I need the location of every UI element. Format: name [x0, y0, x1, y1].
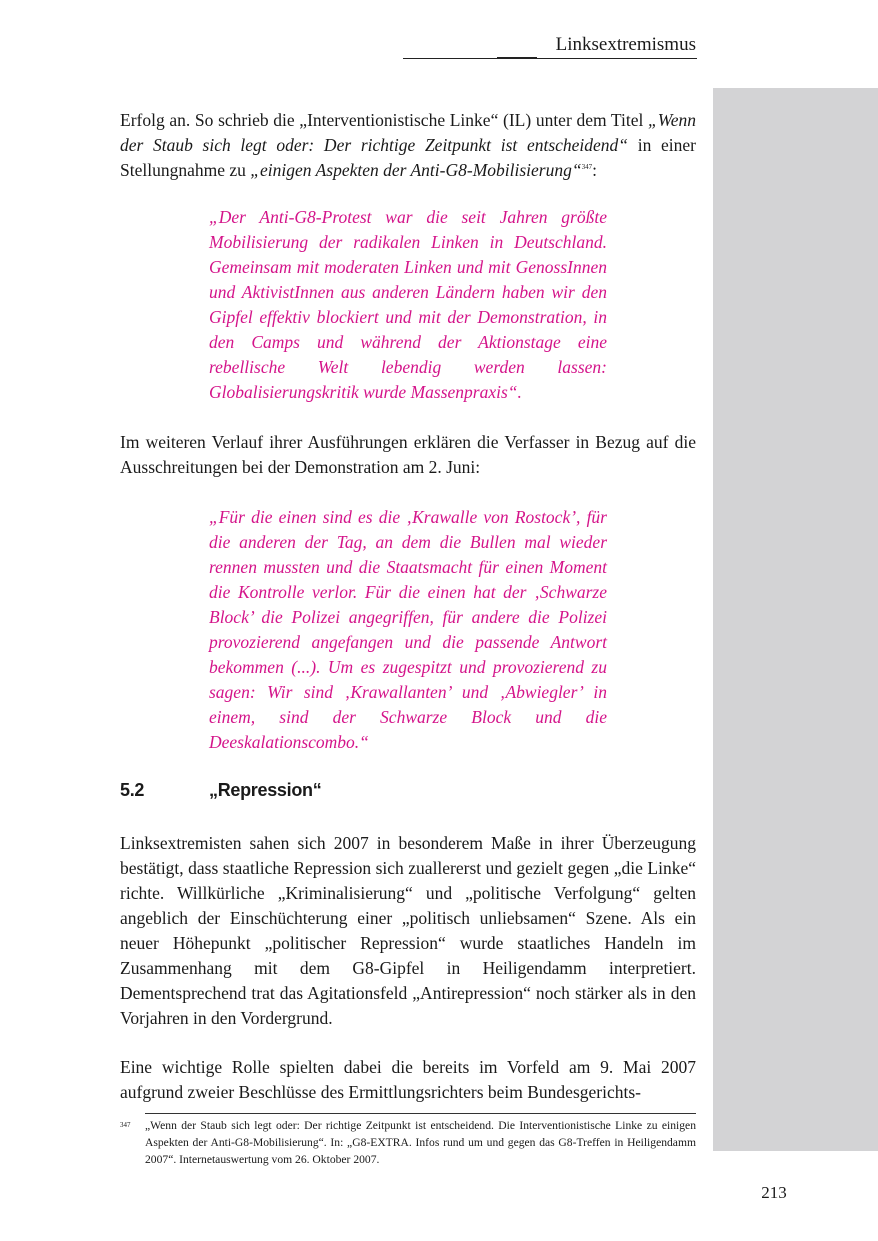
header-rule-accent — [497, 57, 537, 59]
page-number: 213 — [761, 1183, 787, 1202]
intro-paragraph — [120, 108, 696, 183]
quote-block-1: „Der Anti-G8-Protest war die seit Jahren größte Mobilisierung der radikalen Linken in Deutschland. Gemeinsam mit moderaten Linken und mit GenossInnen und AktivistInnen aus anderen Ländern haben wir den Gipfel effektiv blockiert und mit der Demonstration, in den Camps und während der Aktionstage eine rebellische Welt lebendig werden lassen: Globalisierungskritik wurde Massenpraxis“. — [209, 207, 607, 402]
section-title: „Repression“ — [209, 780, 322, 800]
running-header: Linksextremismus — [555, 34, 696, 55]
header-rule — [403, 58, 697, 59]
footnote-number: 347 — [120, 1121, 131, 1129]
quote-block-2: „Für die einen sind es die ‚Krawalle von Rostock’, für die anderen der Tag, an dem die Bullen mal wieder rennen mussten und die Staatsmacht für einen Moment die Kontrolle verlor. Für die einen hat der ‚Schwarze Block’ die Polizei angegriffen, für andere die Polizei provozierend angefangen und die passende Antwort bekommen (...). Um es zugespitzt und provozierend zu sagen: Wir sind ‚Krawallanten’ und ‚Abwiegler’ in einem, sind der Schwarze Block und die Deeskalationscombo.“ — [209, 507, 607, 752]
footnote-reference: 347 — [581, 163, 593, 171]
intro-text-1: Erfolg an. So schrieb die „Interventionistische Linke“ (IL) unter dem Titel — [120, 110, 649, 130]
intro-text-3: : — [592, 160, 597, 180]
intro-topic-italic: „einigen Aspekten der Anti-G8-Mobilisierung“ — [250, 160, 582, 180]
paragraph-4: Eine wichtige Rolle spielten dabei die bereits im Vorfeld am 9. Mai 2007 aufgrund zweier Beschlüsse des Ermittlungsrichters beim Bundesgerichts- — [120, 1057, 696, 1102]
intro-text-2: in einer Stellungnahme zu — [120, 135, 696, 180]
paragraph-2: Im weiteren Verlauf ihrer Ausführungen erklären die Verfasser in Bezug auf die Ausschreitungen bei der Demonstration am 2. Juni: — [120, 432, 696, 477]
footnote-rule — [145, 1113, 696, 1114]
paragraph-3: Linksextremisten sahen sich 2007 in besonderem Maße in ihrer Überzeugung bestätigt, dass staatliche Repression sich zuallererst und gezielt gegen „die Linke“ richte. Willkürliche „Kriminalisierung“ und „politische Verfolgung“ gelten angeblich der Einschüchterung einer „politisch unliebsamen“ Szene. Als ein neuer Höhepunkt „politischer Repression“ wurde staatliches Handeln im Zusammenhang mit dem G8-Gipfel in Heiligendamm interpretiert. Dementsprechend trat das Agitationsfeld „Antirepression“ noch stärker als in den Vorjahren in den Vordergrund. — [120, 833, 696, 1028]
footnote-text: „Wenn der Staub sich legt oder: Der richtige Zeitpunkt ist entscheidend. Die Interventionistische Linke zu einigen Aspekten der Anti-G8-Mobilisierung“. In: „G8-EXTRA. Infos rund um und gegen das G8-Treffen in Heiligendamm 2007“. Internetauswertung vom 26. Oktober 2007. — [145, 1119, 696, 1166]
section-number: 5.2 — [120, 780, 145, 800]
side-margin-bar — [713, 88, 878, 1151]
intro-title-italic: „Wenn der Staub sich legt oder: Der richtige Zeitpunkt ist entscheidend“ — [120, 110, 696, 155]
